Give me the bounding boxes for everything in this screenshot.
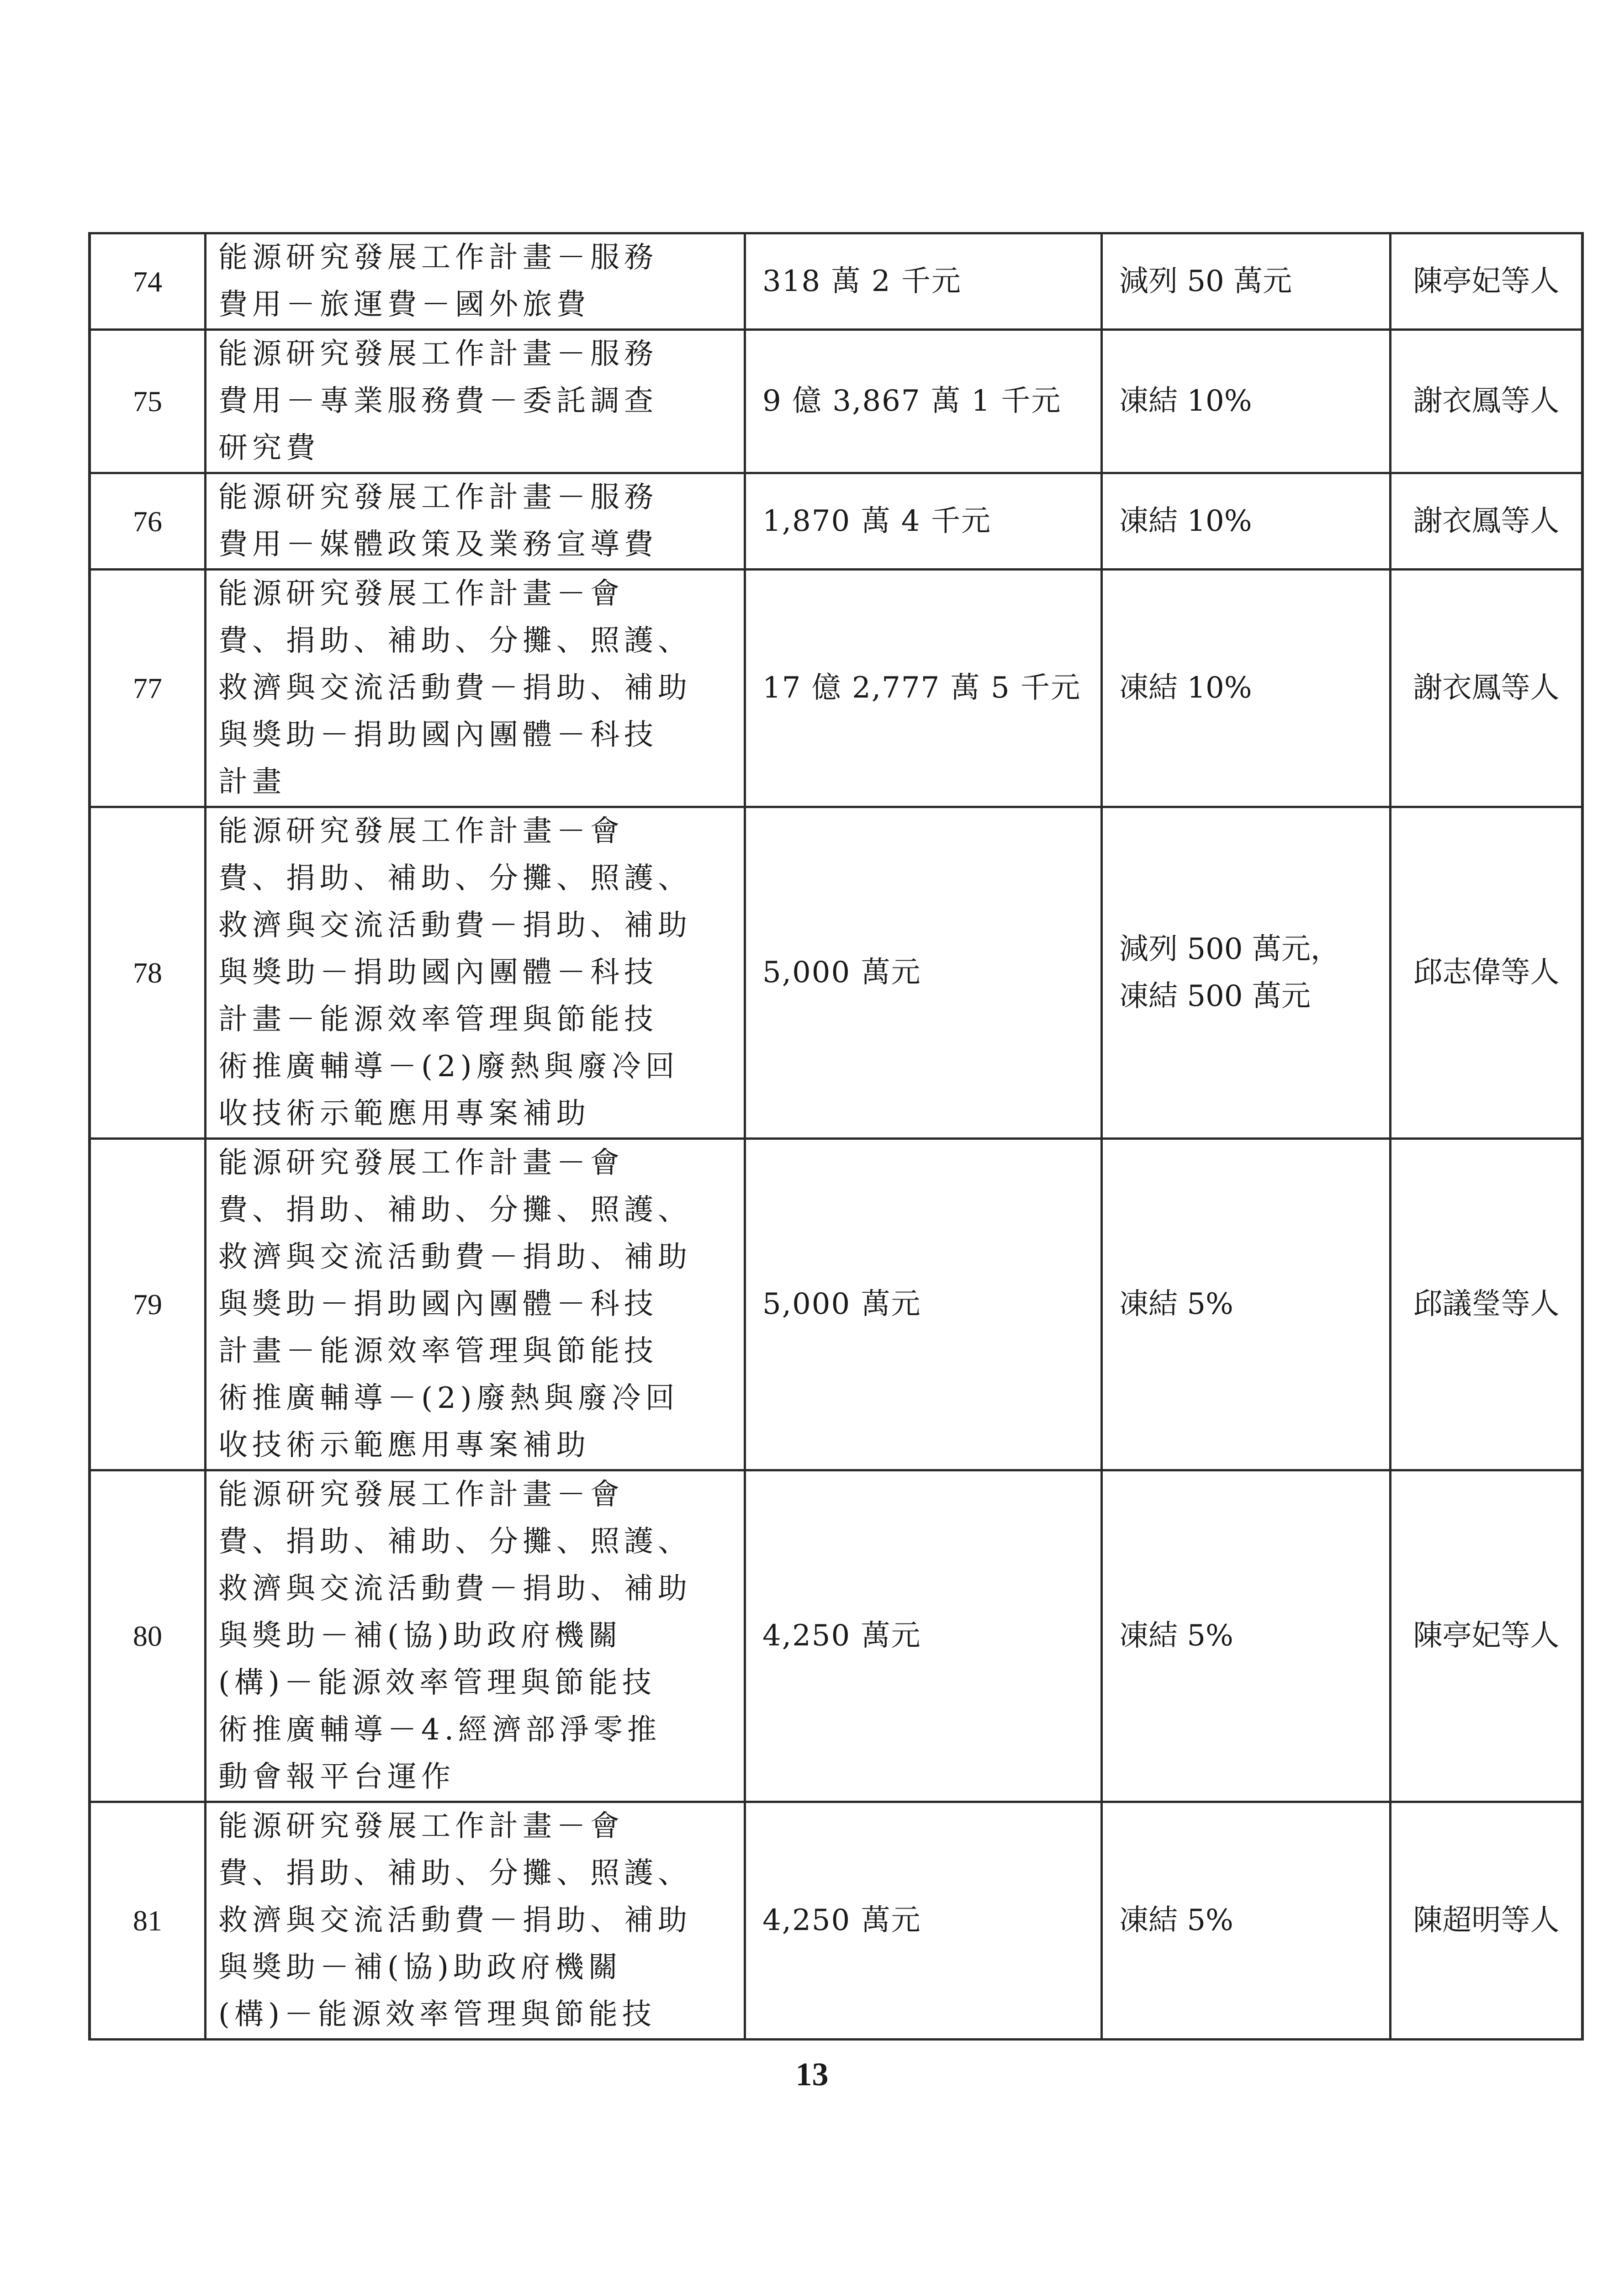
budget-item-line: 費、捐助、補助、分攤、照護、	[218, 1856, 692, 1890]
budget-item-line: 救濟與交流活動費－捐助、補助	[218, 1903, 692, 1937]
proposed-action-cell	[1102, 473, 1391, 570]
budget-item-line: 救濟與交流活動費－捐助、補助	[218, 909, 692, 942]
proposed-action: 凍結 5%	[1119, 1287, 1233, 1321]
budget-item-line: 救濟與交流活動費－捐助、補助	[218, 671, 692, 705]
proposer: 陳亭妃等人	[1391, 233, 1583, 330]
budget-item-line: 費用－媒體政策及業務宣導費	[218, 528, 658, 561]
table-row	[90, 807, 1582, 1139]
budget-item-cell	[206, 233, 745, 330]
proposed-action: 凍結 5%	[1119, 1903, 1233, 1937]
budget-item-line: 計畫－能源效率管理與節能技	[218, 1003, 658, 1036]
row-number: 74	[90, 233, 206, 330]
budget-item-line: 收技術示範應用專案補助	[218, 1428, 590, 1462]
table-row	[90, 1139, 1582, 1470]
budget-item-line: 能源研究發展工作計畫－會	[218, 1146, 624, 1180]
proposed-action: 減列 50 萬元	[1119, 264, 1292, 298]
row-number: 75	[90, 330, 206, 473]
budget-item-cell	[206, 330, 745, 473]
proposer: 陳亭妃等人	[1391, 1470, 1583, 1802]
budget-item-line: 救濟與交流活動費－捐助、補助	[218, 1240, 692, 1274]
budget-item-line: 計畫－能源效率管理與節能技	[218, 1334, 658, 1368]
budget-item-line: 能源研究發展工作計畫－服務	[218, 337, 658, 371]
budget-proposal-table	[88, 232, 1584, 2041]
budget-item-line: 與獎助－補(協)助政府機關	[218, 1619, 622, 1653]
budget-item-line: 能源研究發展工作計畫－服務	[218, 241, 658, 275]
budget-item-cell	[206, 1139, 745, 1470]
budget-amount: 9 億 3,867 萬 1 千元	[745, 330, 1102, 473]
budget-item-line: 費用－專業服務費－委託調查	[218, 384, 658, 418]
budget-item-line: 費、捐助、補助、分攤、照護、	[218, 862, 692, 895]
budget-item-line: (構)－能源效率管理與節能技	[218, 1998, 656, 2031]
budget-item-cell	[206, 1802, 745, 2040]
table-row	[90, 1802, 1582, 2040]
budget-amount: 318 萬 2 千元	[745, 233, 1102, 330]
budget-amount: 5,000 萬元	[745, 1139, 1102, 1470]
budget-item-line: 能源研究發展工作計畫－會	[218, 814, 624, 848]
budget-item-cell	[206, 807, 745, 1139]
table-row	[90, 473, 1582, 570]
budget-item-line: 計畫	[218, 765, 286, 799]
budget-item-cell	[206, 1470, 745, 1802]
budget-amount: 4,250 萬元	[745, 1802, 1102, 2040]
budget-item-line: 救濟與交流活動費－捐助、補助	[218, 1572, 692, 1606]
proposer: 謝衣鳳等人	[1391, 330, 1583, 473]
proposer: 邱議瑩等人	[1391, 1139, 1583, 1470]
budget-item-line: 與獎助－捐助國內團體－科技	[218, 1287, 658, 1321]
proposer: 謝衣鳳等人	[1391, 473, 1583, 570]
budget-item-cell	[206, 570, 745, 807]
proposed-action-cell	[1102, 330, 1391, 473]
budget-item-line: 費、捐助、補助、分攤、照護、	[218, 624, 692, 658]
table-row	[90, 1470, 1582, 1802]
proposer: 陳超明等人	[1391, 1802, 1583, 2040]
proposed-action: 減列 500 萬元，	[1119, 932, 1340, 966]
proposed-action-cell	[1102, 233, 1391, 330]
page-number: 13	[795, 2056, 829, 2093]
budget-item-line: 費用－旅運費－國外旅費	[218, 288, 590, 322]
budget-item-line: 與獎助－捐助國內團體－科技	[218, 718, 658, 752]
budget-item-line: 能源研究發展工作計畫－會	[218, 1478, 624, 1512]
proposed-action: 凍結 10%	[1119, 671, 1252, 705]
budget-amount: 1,870 萬 4 千元	[745, 473, 1102, 570]
budget-amount: 17 億 2,777 萬 5 千元	[745, 570, 1102, 807]
proposed-action-cell	[1102, 570, 1391, 807]
proposer: 謝衣鳳等人	[1391, 570, 1583, 807]
proposed-action: 凍結 5%	[1119, 1619, 1233, 1653]
budget-item-line: 動會報平台運作	[218, 1760, 455, 1794]
budget-item-line: 能源研究發展工作計畫－會	[218, 1809, 624, 1843]
budget-item-line: 費、捐助、補助、分攤、照護、	[218, 1525, 692, 1559]
proposed-action-cell	[1102, 1802, 1391, 2040]
row-number: 78	[90, 807, 206, 1139]
proposed-action-cell	[1102, 807, 1391, 1139]
budget-item-line: 能源研究發展工作計畫－服務	[218, 481, 658, 514]
budget-item-line: 術推廣輔導－(2)廢熱與廢冷回	[218, 1381, 679, 1415]
row-number: 76	[90, 473, 206, 570]
budget-item-cell	[206, 473, 745, 570]
budget-item-line: 研究費	[218, 431, 320, 465]
row-number: 80	[90, 1470, 206, 1802]
table-row	[90, 570, 1582, 807]
table-row	[90, 330, 1582, 473]
budget-amount: 4,250 萬元	[745, 1470, 1102, 1802]
table-row	[90, 233, 1582, 330]
proposed-action: 凍結 500 萬元	[1119, 979, 1311, 1013]
row-number: 81	[90, 1802, 206, 2040]
proposed-action: 凍結 10%	[1119, 384, 1252, 418]
row-number: 79	[90, 1139, 206, 1470]
proposed-action: 凍結 10%	[1119, 504, 1252, 538]
proposed-action-cell	[1102, 1470, 1391, 1802]
budget-item-line: 術推廣輔導－(2)廢熱與廢冷回	[218, 1050, 679, 1084]
row-number: 77	[90, 570, 206, 807]
budget-amount: 5,000 萬元	[745, 807, 1102, 1139]
budget-item-line: (構)－能源效率管理與節能技	[218, 1666, 656, 1700]
budget-item-line: 費、捐助、補助、分攤、照護、	[218, 1193, 692, 1227]
budget-item-line: 術推廣輔導－4.經濟部淨零推	[218, 1713, 661, 1747]
budget-item-line: 收技術示範應用專案補助	[218, 1097, 590, 1131]
budget-item-line: 能源研究發展工作計畫－會	[218, 577, 624, 611]
proposer: 邱志偉等人	[1391, 807, 1583, 1139]
budget-item-line: 與獎助－捐助國內團體－科技	[218, 956, 658, 989]
budget-item-line: 與獎助－補(協)助政府機關	[218, 1951, 622, 1984]
proposed-action-cell	[1102, 1139, 1391, 1470]
